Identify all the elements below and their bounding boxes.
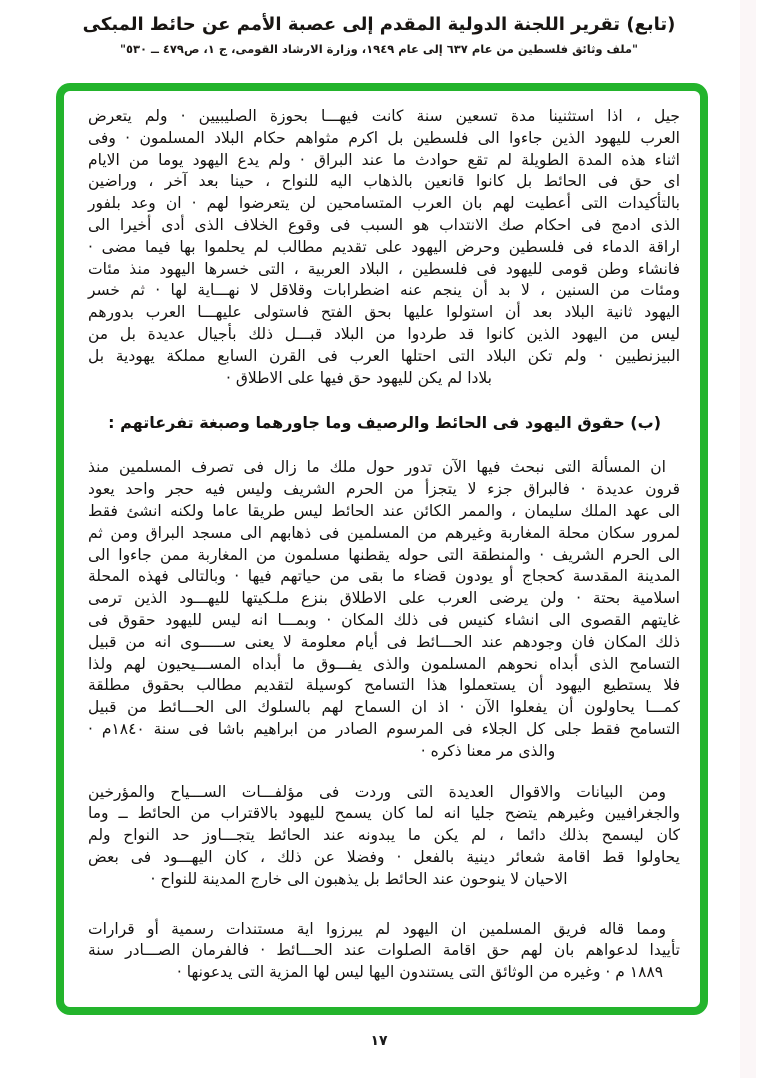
text-line: الذى ادمج فى احكام صك الانتداب هو السبب فى وقوع الخلاف الذى أدى أخيرا الى bbox=[88, 215, 680, 234]
paragraph-4 bbox=[88, 919, 680, 984]
text-line: التسامح الذى أبداه نحوهم المسلمون والذى يفـــوق ما أبداه المســـيحيون لهم ولذا bbox=[88, 654, 680, 673]
paragraph-3 bbox=[88, 782, 680, 891]
text-line: الى عهد الملك سليمان ، والممر الكائن عند الحائط ليس طريقا عاما ولكنه انشئ فقط bbox=[88, 501, 680, 520]
text-line: البيزنطيين · ولم تكن البلاد التى احتلها العرب فى القرن السابع مملكة يهودية بل bbox=[88, 346, 680, 365]
text-line: يحاولوا قط اقامة شعائر دينية بالفعل · وفضلا عن ذلك ، كان اليهـــود فى بعض bbox=[88, 847, 680, 866]
source-citation: "ملف وثائق فلسطين من عام ٦٣٧ إلى عام ١٩٤٩، وزارة الارشاد القومى، ج ١، ص٤٧٩ ــ ٥٣٠" bbox=[119, 42, 639, 56]
text-line: كمـــا يحاولون أن يفعلوا الآن · اذ ان السماح لهم بالسلوك الى الحـــائط من قبيل bbox=[88, 698, 680, 717]
text-line: اليهود ثانية البلاد بعد أن استولوا عليها بحق الفتح فاستولى عليهـــا العرب بدورهم bbox=[88, 303, 680, 322]
text-line: والجغرافيين وغيرهم يتضح جليا انه لما كان يسمح لليهود بالاقتراب من الحائط ــ وما bbox=[88, 804, 680, 823]
text-line: ومئات من السنين ، لا بد أن ينجم عنه اضطرابات وقلاقل لا نهـــاية لها · ثم خسر bbox=[88, 281, 680, 300]
document-body bbox=[88, 106, 680, 984]
text-line: اراقة الدماء فى فلسطين وحرض اليهود على تقديم مطالب لم يحلموا بها فيما مضى · bbox=[88, 237, 680, 256]
text-line: قرون عديدة · فالبراق جزء لا يتجزأ من الحرم الشريف وليس فيه حجر واحد يعود bbox=[88, 480, 680, 499]
text-line: ١٨٨٩ م · وغيره من الوثائق التى يستندون اليها ليس لها المزية التى يدعونها · bbox=[176, 963, 664, 982]
text-line: فانشاء وطن قومى لليهود فى فلسطين ، البلاد العربية ، التى خسرها اليهود منذ مئات bbox=[88, 259, 680, 278]
text-line: ليس من اليهود الذين كانوا قد طردوا من البلاد قبـــل ذلك بأجيال عديدة بل من bbox=[88, 324, 680, 343]
text-line: المدينة المقدسة كحجاج أو يودون قضاء ما بقى من حياتهم فيها · وبالتالى فهذه المحلة bbox=[88, 567, 680, 586]
page-header bbox=[0, 13, 758, 56]
text-line: والذى مر معنا ذكره · bbox=[420, 741, 556, 760]
text-line: اى حق فى الحائط بل كانوا قانعين بالذهاب اليه للنواح ، حينا بعد آخر ، وراضين bbox=[88, 172, 680, 191]
text-line: غايتهم القصوى الى انشاء كنيس فى ذلك المكان · وبمـــا انه ليس لليهود حقوق فى bbox=[88, 610, 680, 629]
scan-artifact-strip bbox=[740, 0, 756, 1078]
paragraph-1 bbox=[88, 106, 680, 389]
text-line: التسامح فقط جلى كل الجلاء فى المرسوم الصادر من ابراهيم باشا فى سنة ١٨٤٠م · bbox=[88, 719, 680, 738]
text-line: ان المسألة التى نبحث فيها الآن تدور حول ملك ما زال فى تصرف المسلمين منذ bbox=[88, 458, 666, 477]
text-line: تأييدا لدعواهم بان لهم حق اقامة الصلوات عند الحـــائط · فالفرمان الصـــادر سنة bbox=[88, 941, 680, 960]
text-line: لمرور سكان محلة المغاربة وغيرهم من المسلمين فى ذهابهم الى مسجد البراق ومن ثم bbox=[88, 523, 680, 542]
document-title: (تابع) تقرير اللجنة الدولية المقدم إلى عصبة الأمم عن حائط المبكى bbox=[82, 14, 676, 35]
text-line: ذلك المكان فان وجودهم عند الحـــائط فى أيام معلومة لا يعنى ســـــوى انه من قبيل bbox=[88, 632, 680, 651]
page-number: ١٧ bbox=[370, 1033, 388, 1049]
text-line: اثناء هذه المدة الطويلة لم تقع حوادث ما عند البراق · ولم يدع اليهود يوما من الايام bbox=[88, 150, 680, 169]
text-line: بالتأكيدات التى أعطيت لهم بان العرب المتسامحين لن يتعرضوا لهم · ان وعد بلفور bbox=[88, 194, 680, 213]
text-line: بلادا لم يكن لليهود حق فيها على الاطلاق · bbox=[226, 368, 492, 387]
paragraph-2 bbox=[88, 457, 680, 762]
text-line: ومن البيانات والاقوال العديدة التى وردت فى مؤلفـــات الســـياح والمؤرخين bbox=[88, 782, 666, 801]
text-line: اسلامية بحتة · ولن يرضى العرب على الاطلاق بنزع ملـكيتها لليهـــود الذين ترمى bbox=[88, 589, 680, 608]
text-line: الى الحرم الشريف · والمنطقة التى حوله يقطنها مسلمون من المغاربة ممن جاءوا الى bbox=[88, 545, 680, 564]
text-line: العرب لليهود الذين جاءوا الى فلسطين بل اكرم مثواهم حكام البلاد المسلمون · وفى bbox=[88, 128, 680, 147]
text-line: ومما قاله فريق المسلمين ان اليهود لم يبرزوا اية مستندات رسمية أو قرارات bbox=[88, 919, 666, 938]
section-heading-b: (ب) حقوق اليهود فى الحائط والرصيف وما جاورهما وصبغة تفرعاتهم : bbox=[108, 413, 661, 433]
text-line: الاحيان لا ينوحون عند الحائط بل يذهبون الى خارج المدينة للنواح · bbox=[150, 869, 568, 888]
text-line: كان ليسمح بذلك دائما ، لم يكن ما يبدونه عند الحائط يتجـــاوز حد النواح ولم bbox=[88, 826, 680, 845]
text-line: فلا يستطيع اليهود أن يستعملوا هذا التسامح كوسيلة لتقديم مطالب بحقوق مطلقة bbox=[88, 676, 680, 695]
text-line: جيل ، اذا استثنينا مدة تسعين سنة كانت فيهـــا بحوزة الصليبيين · ولم يتعرض bbox=[88, 107, 680, 125]
